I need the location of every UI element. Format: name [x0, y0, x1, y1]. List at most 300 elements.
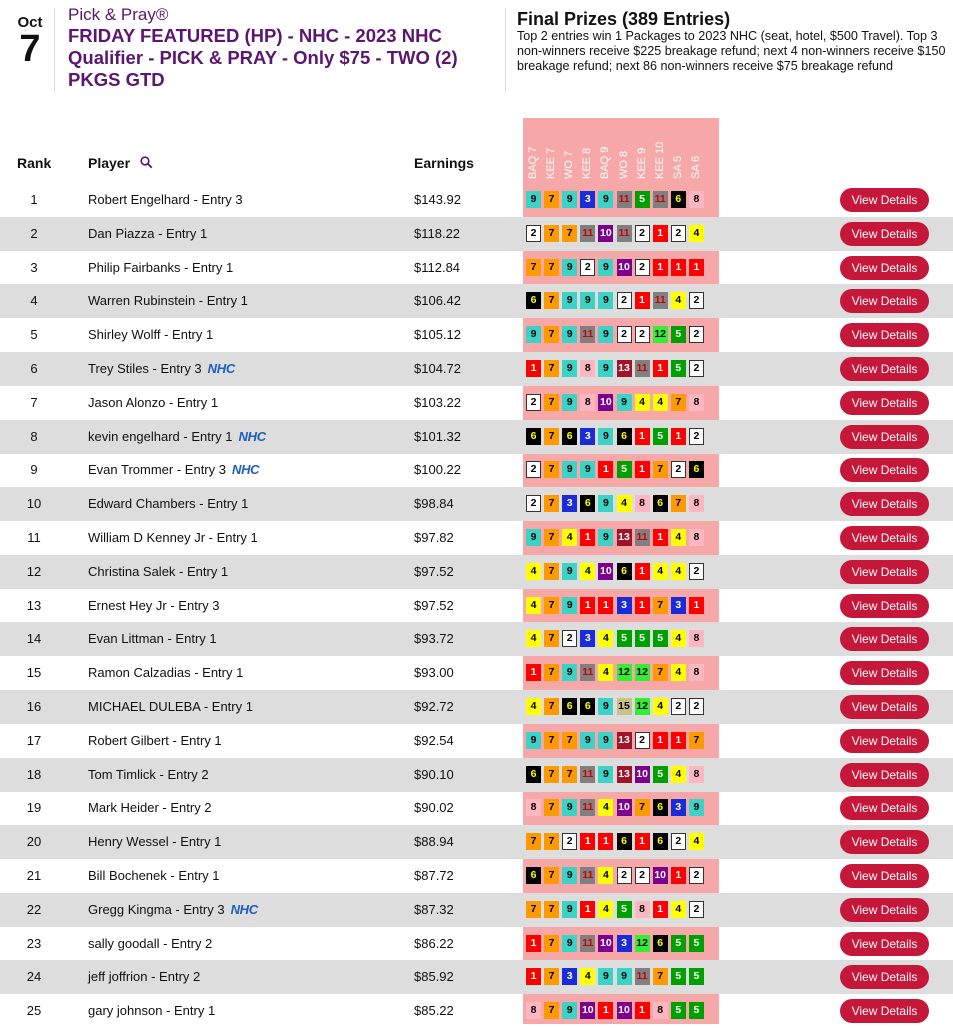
pick-cell: 9: [598, 326, 613, 343]
pick-cell: 12: [635, 698, 650, 715]
rank-column-header: Rank: [17, 155, 52, 171]
pick-cell: 9: [580, 292, 595, 309]
pick-cell: 9: [562, 326, 577, 343]
pick-cell: 1: [671, 259, 686, 276]
pick-cell: 2: [635, 259, 650, 276]
pick-cell: 13: [617, 360, 632, 377]
pick-cell: 5: [635, 630, 650, 647]
pick-cell: 9: [598, 191, 613, 208]
pick-cell: 3: [617, 935, 632, 952]
pick-cell: 5: [689, 1002, 704, 1019]
view-details-button[interactable]: View Details: [840, 796, 929, 820]
pick-cell: 6: [617, 428, 632, 445]
pick-cell: 5: [653, 630, 668, 647]
rank-cell: 18: [26, 766, 42, 782]
pick-cell: 2: [671, 698, 686, 715]
view-details-button[interactable]: View Details: [840, 391, 929, 415]
pick-cell: 9: [562, 1002, 577, 1019]
pick-cell: 2: [671, 461, 686, 478]
player-cell: [88, 699, 253, 714]
rank-cell: 3: [30, 259, 38, 275]
pick-cell: 9: [598, 292, 613, 309]
pick-cell: 11: [653, 191, 668, 208]
pick-cell: 7: [544, 259, 559, 276]
pick-cell: 11: [635, 360, 650, 377]
pick-cell: 10: [617, 1002, 632, 1019]
rank-cell: 11: [27, 530, 41, 545]
pick-cell: 7: [562, 766, 577, 783]
pick-cell: 6: [526, 867, 541, 884]
race-label: [581, 119, 593, 179]
view-details-button[interactable]: View Details: [840, 289, 929, 313]
view-details-button[interactable]: View Details: [840, 898, 929, 922]
player-cell: [88, 598, 219, 613]
pick-cell: 7: [544, 935, 559, 952]
player-cell: [88, 327, 213, 342]
pick-cell: 9: [598, 495, 613, 512]
pick-cell: 1: [671, 732, 686, 749]
pick-cell: 7: [526, 901, 541, 918]
player-name: Warren Rubinstein - Entry 1: [88, 293, 248, 309]
table-row: [0, 927, 953, 961]
player-column-label: Player: [88, 155, 131, 171]
race-label-text: KEE 9: [635, 147, 648, 179]
pick-cell: 10: [598, 225, 613, 242]
pick-cell: 2: [689, 326, 704, 343]
player-cell: [88, 462, 259, 477]
rank-cell: 14: [26, 631, 42, 647]
table-row: [0, 521, 953, 555]
pick-cell: 9: [562, 664, 577, 681]
player-name: jeff joffrion - Entry 2: [88, 969, 201, 985]
pick-cell: 6: [580, 698, 595, 715]
player-name: Trey Stiles - Entry 3: [88, 361, 202, 376]
race-label-text: BAQ 7: [527, 146, 539, 179]
table-row: [0, 453, 953, 487]
table-row: [0, 420, 953, 454]
race-label-text: WO 8: [617, 150, 630, 179]
table-row: [0, 656, 953, 690]
search-icon[interactable]: [140, 156, 153, 172]
earnings-cell: $106.42: [414, 293, 461, 309]
race-label-text: KEE 7: [545, 147, 558, 179]
view-details-button[interactable]: View Details: [840, 864, 929, 888]
rank-cell: 4: [30, 293, 38, 309]
race-label: [599, 119, 611, 179]
pick-cell: 3: [617, 597, 632, 614]
player-cell: [88, 800, 212, 815]
race-label: [563, 119, 575, 179]
pick-cell: 12: [653, 326, 668, 343]
pick-cell: 4: [671, 292, 686, 309]
pick-cell: 4: [598, 630, 613, 647]
player-cell: [88, 902, 258, 917]
player-cell: [88, 834, 221, 849]
pick-cell: 13: [617, 529, 632, 546]
pick-cell: 7: [544, 529, 559, 546]
pick-cell: 4: [580, 563, 595, 580]
pick-cell: 4: [653, 563, 668, 580]
table-row: [0, 555, 953, 589]
race-label: [618, 119, 630, 179]
earnings-cell: $90.02: [414, 800, 454, 816]
view-details-button[interactable]: View Details: [840, 661, 929, 685]
pick-cell: 9: [562, 935, 577, 952]
player-cell: [88, 192, 243, 207]
pick-cell: 6: [617, 563, 632, 580]
table-row: [0, 622, 953, 656]
player-name: Tom Timlick - Entry 2: [88, 766, 209, 782]
view-details-button[interactable]: View Details: [840, 932, 929, 956]
pick-cell: 4: [671, 901, 686, 918]
earnings-cell: $101.32: [414, 428, 461, 444]
pick-cell: 11: [580, 326, 595, 343]
pick-cell: 4: [617, 495, 632, 512]
pick-cell: 6: [653, 799, 668, 816]
player-cell: [88, 631, 217, 646]
pick-cell: 9: [598, 766, 613, 783]
player-cell: [88, 429, 266, 444]
table-row: [0, 386, 953, 420]
pick-cell: 1: [526, 360, 541, 377]
pick-cell: 2: [617, 326, 632, 343]
pick-cell: 6: [653, 935, 668, 952]
pick-cell: 9: [562, 597, 577, 614]
pick-cell: 8: [689, 394, 704, 411]
pick-cell: 9: [617, 968, 632, 985]
pick-cell: 9: [617, 394, 632, 411]
view-details-button[interactable]: View Details: [840, 830, 929, 854]
pick-cell: 10: [635, 766, 650, 783]
pick-cell: 15: [617, 698, 632, 715]
earnings-cell: $88.94: [414, 834, 454, 850]
player-name: Evan Littman - Entry 1: [88, 631, 217, 647]
earnings-cell: $85.92: [414, 969, 454, 985]
pick-cell: 8: [689, 495, 704, 512]
pick-cell: 4: [562, 529, 577, 546]
view-details-button[interactable]: View Details: [840, 526, 929, 550]
contest-title: [68, 5, 498, 91]
table-row: [0, 994, 953, 1028]
player-name: Philip Fairbanks - Entry 1: [88, 259, 234, 275]
pick-cell: 9: [562, 867, 577, 884]
contest-series: Pick & Pray®: [68, 5, 169, 24]
pick-cell: 2: [689, 901, 704, 918]
race-label-text: WO 7: [563, 150, 576, 179]
pick-cell: 7: [544, 326, 559, 343]
view-details-button[interactable]: View Details: [840, 560, 929, 584]
pick-cell: 8: [635, 495, 650, 512]
table-row: [0, 825, 953, 859]
race-label-text: SA 6: [689, 155, 702, 179]
nhc-badge: NHC: [207, 361, 235, 376]
pick-cell: 7: [544, 597, 559, 614]
pick-cell: 3: [671, 597, 686, 614]
table-row: [0, 893, 953, 927]
table-row: [0, 183, 953, 217]
pick-cell: 9: [598, 968, 613, 985]
pick-cell: 9: [598, 698, 613, 715]
pick-cell: 4: [653, 394, 668, 411]
pick-cell: 9: [526, 191, 541, 208]
rank-cell: 10: [26, 496, 42, 512]
pick-cell: 2: [689, 360, 704, 377]
pick-cell: 2: [689, 292, 704, 309]
pick-cell: 8: [689, 766, 704, 783]
view-details-button[interactable]: View Details: [840, 492, 929, 516]
pick-cell: 6: [671, 191, 686, 208]
table-row: [0, 758, 953, 792]
table-row: [0, 724, 953, 758]
pick-cell: 9: [526, 326, 541, 343]
pick-cell: 7: [544, 901, 559, 918]
pick-cell: 11: [635, 529, 650, 546]
rank-cell: 15: [26, 665, 42, 681]
pick-cell: 4: [671, 766, 686, 783]
pick-cell: 10: [653, 867, 668, 884]
player-name: gary johnson - Entry 1: [88, 1003, 216, 1019]
player-cell: [88, 226, 207, 241]
pick-cell: 11: [580, 225, 595, 242]
player-name: Robert Gilbert - Entry 1: [88, 732, 222, 748]
view-details-button[interactable]: View Details: [840, 627, 929, 651]
pick-cell: 1: [635, 563, 650, 580]
rank-cell: 7: [30, 394, 38, 410]
pick-cell: 6: [526, 428, 541, 445]
pick-cell: 6: [653, 833, 668, 850]
pick-cell: 1: [580, 833, 595, 850]
pick-cell: 7: [544, 292, 559, 309]
pick-cell: 4: [598, 664, 613, 681]
pick-cell: 8: [689, 664, 704, 681]
pick-cell: 2: [671, 225, 686, 242]
pick-cell: 7: [544, 495, 559, 512]
pick-cell: 8: [689, 191, 704, 208]
pick-cell: 1: [526, 664, 541, 681]
player-cell: [88, 361, 235, 376]
pick-cell: 10: [580, 1002, 595, 1019]
pick-cell: 1: [526, 968, 541, 985]
nhc-badge: NHC: [238, 428, 266, 444]
pick-cell: 6: [689, 461, 704, 478]
player-name: Gregg Kingma - Entry 3: [88, 901, 225, 917]
pick-cell: 2: [635, 326, 650, 343]
player-cell: [88, 936, 212, 951]
player-cell: [88, 564, 228, 579]
pick-cell: 4: [671, 664, 686, 681]
view-details-button[interactable]: View Details: [840, 425, 929, 449]
pick-cell: 3: [580, 630, 595, 647]
table-row: [0, 960, 953, 994]
pick-cell: 1: [653, 732, 668, 749]
pick-cell: 3: [580, 428, 595, 445]
pick-cell: 9: [526, 529, 541, 546]
view-details-button[interactable]: View Details: [840, 999, 929, 1023]
player-name: Henry Wessel - Entry 1: [88, 834, 222, 850]
player-cell: [88, 665, 243, 680]
pick-cell: 2: [562, 630, 577, 647]
earnings-cell: $93.72: [414, 631, 454, 647]
pick-cell: 9: [580, 732, 595, 749]
rank-cell: 23: [26, 935, 42, 951]
player-name: MICHAEL DULEBA - Entry 1: [88, 699, 253, 714]
pick-cell: 1: [598, 461, 613, 478]
pick-cell: 9: [562, 394, 577, 411]
pick-cell: 7: [653, 597, 668, 614]
pick-cell: 5: [689, 968, 704, 985]
pick-cell: 5: [671, 935, 686, 952]
player-column-header[interactable]: [88, 155, 153, 172]
pick-cell: 9: [598, 529, 613, 546]
pick-cell: 2: [562, 833, 577, 850]
player-name: Robert Engelhard - Entry 3: [88, 192, 243, 207]
view-details-button[interactable]: View Details: [840, 729, 929, 753]
pick-cell: 6: [526, 766, 541, 783]
pick-cell: 7: [562, 732, 577, 749]
pick-cell: 1: [653, 225, 668, 242]
pick-cell: 7: [526, 833, 541, 850]
earnings-cell: $90.10: [414, 766, 454, 782]
race-label: [545, 119, 557, 179]
pick-cell: 5: [671, 360, 686, 377]
pick-cell: 9: [598, 732, 613, 749]
pick-cell: 5: [635, 191, 650, 208]
pick-cell: 1: [653, 901, 668, 918]
pick-cell: 11: [617, 225, 632, 242]
pick-cell: 7: [544, 968, 559, 985]
pick-cell: 9: [598, 259, 613, 276]
pick-cell: 1: [580, 901, 595, 918]
pick-cell: 2: [580, 259, 595, 276]
earnings-cell: $97.52: [414, 597, 454, 613]
view-details-button[interactable]: View Details: [840, 323, 929, 347]
race-label-text: BAQ 9: [599, 146, 612, 179]
pick-cell: 13: [617, 732, 632, 749]
pick-cell: 2: [526, 394, 541, 411]
table-row: [0, 352, 953, 386]
pick-cell: 7: [544, 225, 559, 242]
earnings-column-header: Earnings: [414, 155, 474, 171]
pick-cell: 1: [635, 833, 650, 850]
pick-cell: 7: [653, 664, 668, 681]
pick-cell: 10: [598, 563, 613, 580]
race-label: [690, 119, 702, 179]
pick-cell: 12: [635, 664, 650, 681]
view-details-button[interactable]: View Details: [840, 256, 929, 280]
table-row: [0, 791, 953, 825]
pick-cell: 6: [580, 495, 595, 512]
pick-cell: 7: [671, 495, 686, 512]
pick-cell: 2: [635, 225, 650, 242]
race-header: [523, 118, 719, 182]
view-details-button[interactable]: View Details: [840, 357, 929, 381]
pick-cell: 2: [671, 833, 686, 850]
player-cell: [88, 969, 200, 984]
pick-cell: 5: [671, 1002, 686, 1019]
nhc-badge: NHC: [230, 901, 258, 917]
view-details-button[interactable]: View Details: [840, 695, 929, 719]
pick-cell: 7: [544, 394, 559, 411]
pick-cell: 1: [671, 428, 686, 445]
pick-cell: 7: [544, 867, 559, 884]
pick-cell: 7: [635, 799, 650, 816]
earnings-cell: $118.22: [414, 225, 461, 241]
pick-cell: 1: [598, 597, 613, 614]
pick-cell: 8: [653, 1002, 668, 1019]
pick-cell: 7: [544, 1002, 559, 1019]
pick-cell: 4: [580, 968, 595, 985]
earnings-cell: $105.12: [414, 327, 461, 343]
pick-cell: 5: [617, 901, 632, 918]
pick-cell: 1: [689, 597, 704, 614]
view-details-button[interactable]: View Details: [840, 594, 929, 618]
contest-name: FRIDAY FEATURED (HP) - NHC - 2023 NHC Qualifier - PICK & PRAY - Only $75 - TWO (2) PKGS GTD: [68, 25, 458, 90]
view-details-button[interactable]: View Details: [840, 763, 929, 787]
pick-cell: 1: [580, 597, 595, 614]
player-name: Mark Heider - Entry 2: [88, 800, 212, 816]
rank-cell: 22: [26, 901, 42, 917]
pick-cell: 1: [635, 597, 650, 614]
pick-cell: 4: [653, 698, 668, 715]
rank-cell: 20: [26, 834, 42, 850]
view-details-button[interactable]: View Details: [840, 458, 929, 482]
pick-cell: 1: [526, 935, 541, 952]
rank-cell: 1: [30, 192, 38, 207]
pick-cell: 4: [689, 225, 704, 242]
rank-cell: 5: [30, 327, 38, 343]
table-row: [0, 318, 953, 352]
pick-cell: 1: [598, 1002, 613, 1019]
pick-cell: 9: [689, 799, 704, 816]
pick-cell: 2: [526, 225, 541, 242]
pick-cell: 10: [617, 799, 632, 816]
player-name: kevin engelhard - Entry 1: [88, 428, 233, 444]
pick-cell: 8: [689, 630, 704, 647]
view-details-button[interactable]: View Details: [840, 965, 929, 989]
earnings-cell: $97.82: [414, 530, 454, 545]
player-name: Bill Bochenek - Entry 1: [88, 868, 220, 883]
pick-cell: 9: [580, 461, 595, 478]
pick-cell: 5: [671, 326, 686, 343]
pick-cell: 2: [617, 292, 632, 309]
earnings-cell: $103.22: [414, 394, 461, 410]
player-cell: [88, 733, 222, 748]
race-label: [654, 119, 666, 179]
pick-cell: 8: [526, 1002, 541, 1019]
earnings-cell: $87.72: [414, 868, 454, 883]
pick-cell: 9: [598, 428, 613, 445]
rank-cell: 13: [26, 597, 42, 613]
pick-cell: 9: [562, 901, 577, 918]
pick-cell: 11: [617, 191, 632, 208]
pick-cell: 6: [526, 292, 541, 309]
pick-cell: 5: [617, 461, 632, 478]
pick-cell: 12: [635, 935, 650, 952]
rank-cell: 24: [26, 969, 42, 985]
pick-cell: 8: [689, 529, 704, 546]
pick-cell: 7: [653, 461, 668, 478]
pick-cell: 4: [671, 563, 686, 580]
view-details-button[interactable]: View Details: [840, 222, 929, 246]
player-name: Ramon Calzadias - Entry 1: [88, 665, 244, 681]
pick-cell: 7: [544, 766, 559, 783]
rank-cell: 25: [26, 1003, 42, 1019]
race-label-text: KEE 8: [581, 147, 594, 179]
race-label: [527, 119, 539, 179]
view-details-button[interactable]: View Details: [840, 188, 929, 212]
pick-cell: 2: [526, 461, 541, 478]
pick-cell: 1: [635, 292, 650, 309]
